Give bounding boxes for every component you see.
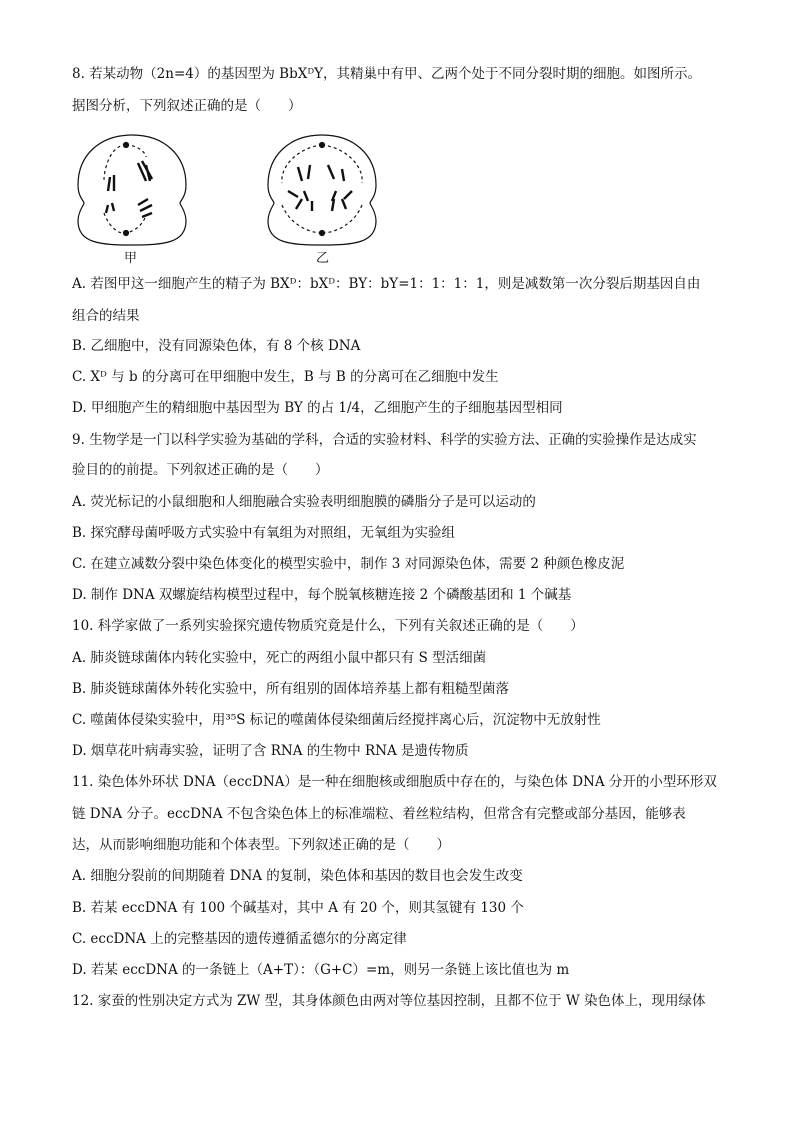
- q11-stem-line1: 11. 染色体外环状 DNA（eccDNA）是一种在细胞核或细胞质中存在的，与染色体 DNA 分开的小型环形双: [72, 774, 717, 790]
- q10-option-b: B. 肺炎链球菌体外转化实验中，所有组别的固体培养基上都有粗糙型菌落: [72, 681, 510, 697]
- q12-stem-line1: 12. 家蚕的性别决定方式为 ZW 型，其身体颜色由两对等位基因控制，且都不位于 W 染色体上，现用绿体: [72, 993, 706, 1009]
- q11-option-d: D. 若某 eccDNA 的一条链上（A+T）：（G+C）=m，则另一条链上该比值也为 m: [72, 962, 570, 978]
- q11-option-b: B. 若某 eccDNA 有 100 个碱基对，其中 A 有 20 个，则其氢键有 130 个: [72, 900, 524, 916]
- q9-stem-line2: 验目的的前提。下列叙述正确的是（ ）: [72, 462, 329, 478]
- q10-stem: 10. 科学家做了一系列实验探究遗传物质究竟是什么，下列有关叙述正确的是（ ）: [72, 618, 584, 634]
- cell-yi: [268, 135, 376, 245]
- q8-option-c: C. Xᴰ 与 b 的分离可在甲细胞中发生，B 与 B 的分离可在乙细胞中发生: [72, 369, 499, 385]
- fig-label-jia: 甲: [124, 251, 138, 266]
- q11-stem-line3: 达，从而影响细胞功能和个体表型。下列叙述正确的是（ ）: [72, 837, 450, 853]
- q8-option-a-line1: A. 若图甲这一细胞产生的精子为 BXᴰ：bXᴰ：BY：bY=1：1：1：1，则是减数第一次分裂后期基因自由: [72, 276, 701, 292]
- cell-diagram-svg: [60, 125, 390, 265]
- q8-option-b: B. 乙细胞中，没有同源染色体，有 8 个核 DNA: [72, 338, 361, 354]
- q8-option-a-line2: 组合的结果: [72, 308, 140, 324]
- q9-option-d: D. 制作 DNA 双螺旋结构模型过程中，每个脱氧核糖连接 2 个磷酸基团和 1 个碱基: [72, 587, 572, 603]
- q11-stem-line2: 链 DNA 分子。eccDNA 不包含染色体上的标准端粒、着丝粒结构，但常含有完整或部分基因，能够表: [72, 806, 686, 822]
- q8-option-d: D. 甲细胞产生的精细胞中基因型为 BY 的占 1/4，乙细胞产生的子细胞基因型相同: [72, 400, 563, 416]
- q10-option-a: A. 肺炎链球菌体内转化实验中，死亡的两组小鼠中都只有 S 型活细菌: [72, 650, 487, 666]
- q11-option-c: C. eccDNA 上的完整基因的遗传遵循孟德尔的分离定律: [72, 931, 407, 947]
- cell-jia: [78, 135, 186, 245]
- q8-stem-line1: 8. 若某动物（2n=4）的基因型为 BbXᴰY，其精巢中有甲、乙两个处于不同分裂时期的细胞。如图所示。: [72, 66, 702, 82]
- q9-option-b: B. 探究酵母菌呼吸方式实验中有氧组为对照组，无氧组为实验组: [72, 525, 456, 541]
- q11-option-a: A. 细胞分裂前的间期随着 DNA 的复制，染色体和基因的数目也会发生改变: [72, 868, 523, 884]
- cell-division-figure: [60, 125, 390, 265]
- q10-option-c: C. 噬菌体侵染实验中，用³⁵S 标记的噬菌体侵染细菌后经搅拌离心后，沉淀物中无放射性: [72, 712, 601, 728]
- q9-stem-line1: 9. 生物学是一门以科学实验为基础的学科，合适的实验材料、科学的实验方法、正确的实验操作是达成实: [72, 432, 697, 448]
- fig-label-yi: 乙: [316, 251, 330, 266]
- q9-option-a: A. 荧光标记的小鼠细胞和人细胞融合实验表明细胞膜的磷脂分子是可以运动的: [72, 494, 536, 510]
- q8-stem-line2: 据图分析，下列叙述正确的是（ ）: [72, 98, 302, 114]
- q10-option-d: D. 烟草花叶病毒实验，证明了含 RNA 的生物中 RNA 是遗传物质: [72, 743, 469, 759]
- q9-option-c: C. 在建立减数分裂中染色体变化的模型实验中，制作 3 对同源染色体，需要 2 种颜色橡皮泥: [72, 556, 625, 572]
